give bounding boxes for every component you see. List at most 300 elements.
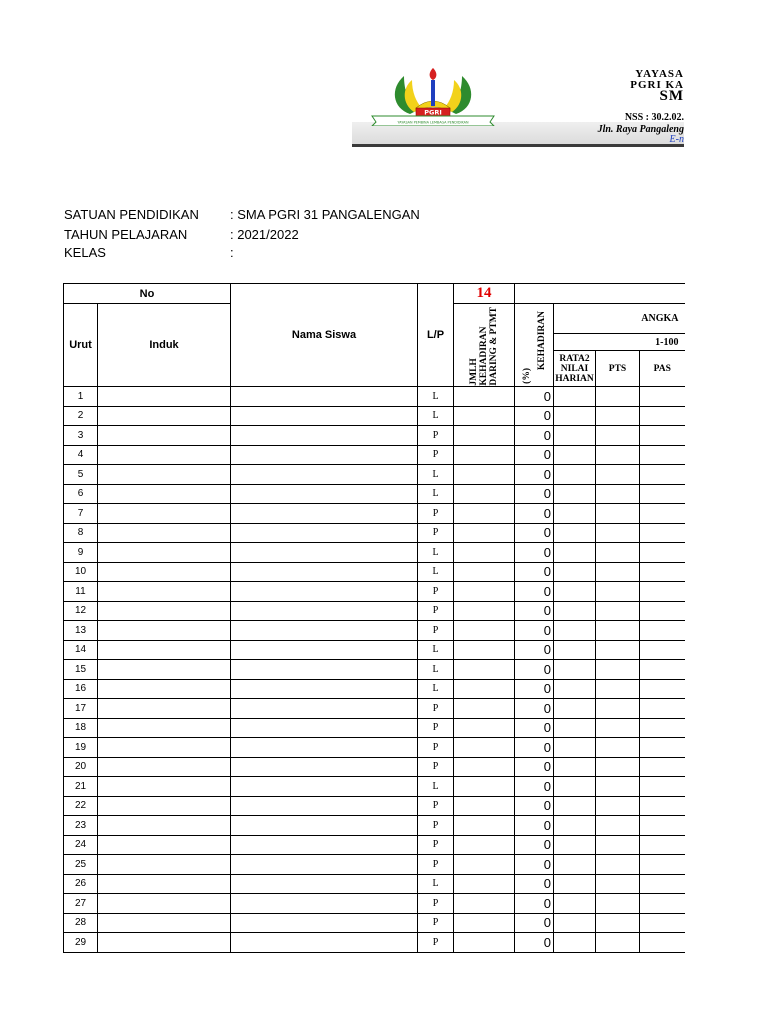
row-rata2 (554, 913, 596, 933)
row-pas (640, 406, 685, 426)
header-angka: ANGKA (554, 304, 685, 334)
row-nama-siswa (231, 621, 418, 641)
row-induk (98, 679, 231, 699)
row-induk (98, 874, 231, 894)
row-urut: 13 (64, 621, 98, 641)
row-nama-siswa (231, 738, 418, 758)
row-pts (596, 387, 640, 407)
row-pts (596, 699, 640, 719)
row-urut: 12 (64, 601, 98, 621)
row-rata2 (554, 445, 596, 465)
header-urut: Urut (64, 304, 98, 387)
header-no: No (64, 284, 231, 304)
table-row (64, 913, 685, 933)
row-lp: P (418, 855, 454, 875)
row-jmlh-kehadiran (454, 913, 515, 933)
row-rata2 (554, 621, 596, 641)
pgri-logo-icon (370, 64, 496, 126)
row-kehadiran-pct: 0 (515, 738, 554, 758)
row-lp: P (418, 913, 454, 933)
letterhead-rule (352, 144, 684, 147)
row-pas (640, 523, 685, 543)
row-induk (98, 796, 231, 816)
row-kehadiran-pct: 0 (515, 913, 554, 933)
row-lp: P (418, 582, 454, 602)
row-lp: L (418, 387, 454, 407)
row-urut: 29 (64, 933, 98, 953)
table-row (64, 699, 685, 719)
row-kehadiran-pct: 0 (515, 835, 554, 855)
row-rata2 (554, 777, 596, 797)
row-nama-siswa (231, 855, 418, 875)
row-jmlh-kehadiran (454, 582, 515, 602)
row-nama-siswa (231, 816, 418, 836)
header-blank (515, 284, 685, 304)
row-urut: 5 (64, 465, 98, 485)
table-row (64, 796, 685, 816)
row-induk (98, 601, 231, 621)
letterhead-line3: SM (659, 88, 684, 104)
row-kehadiran-pct: 0 (515, 757, 554, 777)
row-nama-siswa (231, 601, 418, 621)
row-kehadiran-pct: 0 (515, 445, 554, 465)
row-rata2 (554, 679, 596, 699)
row-jmlh-kehadiran (454, 679, 515, 699)
info-value: : SMA PGRI 31 PANGALENGAN (230, 207, 420, 222)
table-row (64, 738, 685, 758)
grades-table (63, 283, 685, 953)
letterhead (352, 58, 684, 150)
row-nama-siswa (231, 406, 418, 426)
row-kehadiran-pct: 0 (515, 874, 554, 894)
row-pts (596, 757, 640, 777)
letterhead-line1: YAYASA (635, 68, 684, 80)
row-kehadiran-pct: 0 (515, 796, 554, 816)
row-nama-siswa (231, 445, 418, 465)
row-rata2 (554, 582, 596, 602)
row-nama-siswa (231, 543, 418, 563)
row-induk (98, 855, 231, 875)
row-urut: 6 (64, 484, 98, 504)
row-urut: 16 (64, 679, 98, 699)
row-pas (640, 874, 685, 894)
row-nama-siswa (231, 679, 418, 699)
header-pct-text: (%) (521, 368, 532, 384)
row-pts (596, 738, 640, 758)
row-jmlh-kehadiran (454, 640, 515, 660)
row-lp: L (418, 562, 454, 582)
row-lp: P (418, 796, 454, 816)
row-nama-siswa (231, 718, 418, 738)
info-label: SATUAN PENDIDIKAN (64, 207, 199, 222)
row-jmlh-kehadiran (454, 874, 515, 894)
row-induk (98, 621, 231, 641)
row-kehadiran-pct: 0 (515, 504, 554, 524)
row-urut: 11 (64, 582, 98, 602)
row-urut: 22 (64, 796, 98, 816)
row-rata2 (554, 523, 596, 543)
table-row (64, 640, 685, 660)
row-induk (98, 913, 231, 933)
row-jmlh-kehadiran (454, 387, 515, 407)
row-pas (640, 855, 685, 875)
row-induk (98, 757, 231, 777)
table-row (64, 445, 685, 465)
table-row (64, 855, 685, 875)
row-kehadiran-pct: 0 (515, 484, 554, 504)
header-meeting-count: 14 (454, 284, 515, 304)
row-kehadiran-pct: 0 (515, 387, 554, 407)
row-pts (596, 874, 640, 894)
row-pts (596, 601, 640, 621)
row-rata2 (554, 406, 596, 426)
row-kehadiran-pct: 0 (515, 679, 554, 699)
row-pas (640, 660, 685, 680)
row-nama-siswa (231, 562, 418, 582)
row-urut: 8 (64, 523, 98, 543)
row-jmlh-kehadiran (454, 855, 515, 875)
row-induk (98, 582, 231, 602)
row-pts (596, 640, 640, 660)
row-induk (98, 718, 231, 738)
row-rata2 (554, 465, 596, 485)
logo-ribbon-text: YAYASAN PEMBINA LEMBAGA PENDIDIKAN (397, 120, 469, 125)
row-urut: 28 (64, 913, 98, 933)
row-pts (596, 913, 640, 933)
row-pts (596, 855, 640, 875)
table-row (64, 582, 685, 602)
table-row (64, 679, 685, 699)
row-jmlh-kehadiran (454, 562, 515, 582)
row-jmlh-kehadiran (454, 523, 515, 543)
header-kehadiran-text: KEHADIRAN (536, 310, 547, 370)
row-urut: 15 (64, 660, 98, 680)
row-pas (640, 718, 685, 738)
row-induk (98, 426, 231, 446)
row-lp: P (418, 523, 454, 543)
row-induk (98, 816, 231, 836)
table-row (64, 777, 685, 797)
row-jmlh-kehadiran (454, 484, 515, 504)
table-row (64, 426, 685, 446)
row-induk (98, 894, 231, 914)
row-urut: 26 (64, 874, 98, 894)
row-nama-siswa (231, 913, 418, 933)
row-pts (596, 426, 640, 446)
row-kehadiran-pct: 0 (515, 855, 554, 875)
header-jmlh-kehadiran (454, 304, 515, 387)
row-rata2 (554, 484, 596, 504)
row-urut: 24 (64, 835, 98, 855)
row-nama-siswa (231, 835, 418, 855)
row-kehadiran-pct: 0 (515, 660, 554, 680)
row-pts (596, 445, 640, 465)
row-pts (596, 465, 640, 485)
row-urut: 17 (64, 699, 98, 719)
table-row (64, 387, 685, 407)
row-pts (596, 504, 640, 524)
row-pas (640, 465, 685, 485)
row-kehadiran-pct: 0 (515, 699, 554, 719)
row-induk (98, 523, 231, 543)
row-lp: P (418, 816, 454, 836)
row-urut: 14 (64, 640, 98, 660)
table-row (64, 660, 685, 680)
row-rata2 (554, 387, 596, 407)
row-induk (98, 484, 231, 504)
table-row (64, 465, 685, 485)
table-row (64, 757, 685, 777)
row-nama-siswa (231, 757, 418, 777)
header-nama-siswa: Nama Siswa (231, 284, 418, 387)
row-jmlh-kehadiran (454, 835, 515, 855)
letterhead-line2: PGRI KA (630, 79, 684, 91)
row-induk (98, 777, 231, 797)
row-pas (640, 387, 685, 407)
row-urut: 9 (64, 543, 98, 563)
row-pas (640, 582, 685, 602)
row-pas (640, 601, 685, 621)
row-kehadiran-pct: 0 (515, 465, 554, 485)
table-row (64, 621, 685, 641)
row-urut: 18 (64, 718, 98, 738)
row-pas (640, 543, 685, 563)
row-rata2 (554, 562, 596, 582)
row-nama-siswa (231, 387, 418, 407)
row-urut: 7 (64, 504, 98, 524)
info-label: KELAS (64, 245, 106, 260)
row-lp: P (418, 894, 454, 914)
row-nama-siswa (231, 933, 418, 953)
row-lp: L (418, 465, 454, 485)
row-kehadiran-pct: 0 (515, 426, 554, 446)
row-induk (98, 933, 231, 953)
row-kehadiran-pct: 0 (515, 406, 554, 426)
row-pts (596, 406, 640, 426)
table-row (64, 562, 685, 582)
row-lp: P (418, 933, 454, 953)
row-jmlh-kehadiran (454, 796, 515, 816)
row-jmlh-kehadiran (454, 777, 515, 797)
row-lp: L (418, 660, 454, 680)
row-urut: 25 (64, 855, 98, 875)
row-nama-siswa (231, 484, 418, 504)
row-lp: L (418, 484, 454, 504)
table-row (64, 406, 685, 426)
row-urut: 3 (64, 426, 98, 446)
row-lp: P (418, 738, 454, 758)
row-pas (640, 835, 685, 855)
row-pas (640, 816, 685, 836)
row-lp: P (418, 445, 454, 465)
header-range: 1-100 (554, 334, 685, 351)
row-lp: L (418, 777, 454, 797)
row-rata2 (554, 933, 596, 953)
row-jmlh-kehadiran (454, 504, 515, 524)
row-jmlh-kehadiran (454, 718, 515, 738)
row-nama-siswa (231, 796, 418, 816)
row-lp: P (418, 426, 454, 446)
row-induk (98, 543, 231, 563)
row-kehadiran-pct: 0 (515, 640, 554, 660)
row-jmlh-kehadiran (454, 738, 515, 758)
row-jmlh-kehadiran (454, 601, 515, 621)
row-pas (640, 933, 685, 953)
table-row (64, 504, 685, 524)
row-lp: P (418, 718, 454, 738)
row-kehadiran-pct: 0 (515, 523, 554, 543)
row-pas (640, 484, 685, 504)
letterhead-email: E-n (669, 134, 684, 145)
row-pts (596, 660, 640, 680)
row-lp: P (418, 601, 454, 621)
row-nama-siswa (231, 504, 418, 524)
table-row (64, 484, 685, 504)
table-row (64, 523, 685, 543)
row-jmlh-kehadiran (454, 621, 515, 641)
row-jmlh-kehadiran (454, 699, 515, 719)
row-nama-siswa (231, 582, 418, 602)
row-pts (596, 933, 640, 953)
row-induk (98, 699, 231, 719)
row-urut: 20 (64, 757, 98, 777)
table-row (64, 933, 685, 953)
row-lp: P (418, 699, 454, 719)
row-pts (596, 582, 640, 602)
row-lp: L (418, 679, 454, 699)
row-rata2 (554, 504, 596, 524)
row-jmlh-kehadiran (454, 894, 515, 914)
row-nama-siswa (231, 523, 418, 543)
info-value: : (230, 245, 234, 260)
row-rata2 (554, 874, 596, 894)
row-kehadiran-pct: 0 (515, 562, 554, 582)
row-rata2 (554, 543, 596, 563)
row-kehadiran-pct: 0 (515, 816, 554, 836)
row-pts (596, 484, 640, 504)
row-lp: L (418, 406, 454, 426)
header-pas: PAS (640, 351, 685, 387)
letterhead-nss: NSS : 30.2.02. (624, 112, 684, 123)
table-row (64, 601, 685, 621)
row-pas (640, 777, 685, 797)
row-urut: 1 (64, 387, 98, 407)
row-nama-siswa (231, 465, 418, 485)
row-urut: 21 (64, 777, 98, 797)
row-urut: 19 (64, 738, 98, 758)
row-jmlh-kehadiran (454, 660, 515, 680)
table-row (64, 543, 685, 563)
table-row (64, 718, 685, 738)
row-kehadiran-pct: 0 (515, 718, 554, 738)
row-induk (98, 660, 231, 680)
row-pas (640, 699, 685, 719)
row-jmlh-kehadiran (454, 933, 515, 953)
row-pas (640, 738, 685, 758)
row-pts (596, 816, 640, 836)
row-pas (640, 562, 685, 582)
row-pts (596, 894, 640, 914)
row-rata2 (554, 796, 596, 816)
row-jmlh-kehadiran (454, 465, 515, 485)
table-row (64, 835, 685, 855)
row-kehadiran-pct: 0 (515, 621, 554, 641)
row-kehadiran-pct: 0 (515, 777, 554, 797)
row-jmlh-kehadiran (454, 816, 515, 836)
row-pts (596, 679, 640, 699)
row-pas (640, 504, 685, 524)
row-pts (596, 835, 640, 855)
row-pts (596, 796, 640, 816)
row-lp: L (418, 543, 454, 563)
header-rata2: RATA2 NILAI HARIAN (554, 351, 596, 387)
row-rata2 (554, 757, 596, 777)
row-rata2 (554, 640, 596, 660)
row-lp: L (418, 874, 454, 894)
row-nama-siswa (231, 426, 418, 446)
row-nama-siswa (231, 660, 418, 680)
row-lp: P (418, 835, 454, 855)
row-rata2 (554, 660, 596, 680)
row-pas (640, 426, 685, 446)
row-rata2 (554, 894, 596, 914)
table-row (64, 874, 685, 894)
header-kehadiran-pct (515, 304, 554, 387)
header-induk: Induk (98, 304, 231, 387)
table-row (64, 894, 685, 914)
row-rata2 (554, 699, 596, 719)
row-induk (98, 406, 231, 426)
row-nama-siswa (231, 699, 418, 719)
row-lp: P (418, 757, 454, 777)
row-jmlh-kehadiran (454, 406, 515, 426)
info-value: : 2021/2022 (230, 227, 299, 242)
row-nama-siswa (231, 894, 418, 914)
row-jmlh-kehadiran (454, 445, 515, 465)
row-jmlh-kehadiran (454, 543, 515, 563)
row-pts (596, 562, 640, 582)
header-jmlh-text: JMLH KEHADIRAN DARING & PTMT (469, 307, 499, 386)
row-kehadiran-pct: 0 (515, 894, 554, 914)
row-pas (640, 757, 685, 777)
row-urut: 27 (64, 894, 98, 914)
row-induk (98, 504, 231, 524)
row-pas (640, 679, 685, 699)
row-pas (640, 796, 685, 816)
row-induk (98, 640, 231, 660)
row-urut: 4 (64, 445, 98, 465)
row-urut: 2 (64, 406, 98, 426)
row-lp: P (418, 504, 454, 524)
row-pas (640, 913, 685, 933)
header-lp: L/P (418, 284, 454, 387)
row-jmlh-kehadiran (454, 426, 515, 446)
row-induk (98, 445, 231, 465)
letterhead-address: Jln. Raya Pangaleng (597, 124, 684, 135)
table-row (64, 816, 685, 836)
row-nama-siswa (231, 874, 418, 894)
row-kehadiran-pct: 0 (515, 582, 554, 602)
row-pts (596, 543, 640, 563)
logo-text: PGRI (424, 108, 442, 117)
row-kehadiran-pct: 0 (515, 933, 554, 953)
row-rata2 (554, 718, 596, 738)
header-pts: PTS (596, 351, 640, 387)
row-nama-siswa (231, 777, 418, 797)
row-pas (640, 445, 685, 465)
row-rata2 (554, 738, 596, 758)
row-jmlh-kehadiran (454, 757, 515, 777)
